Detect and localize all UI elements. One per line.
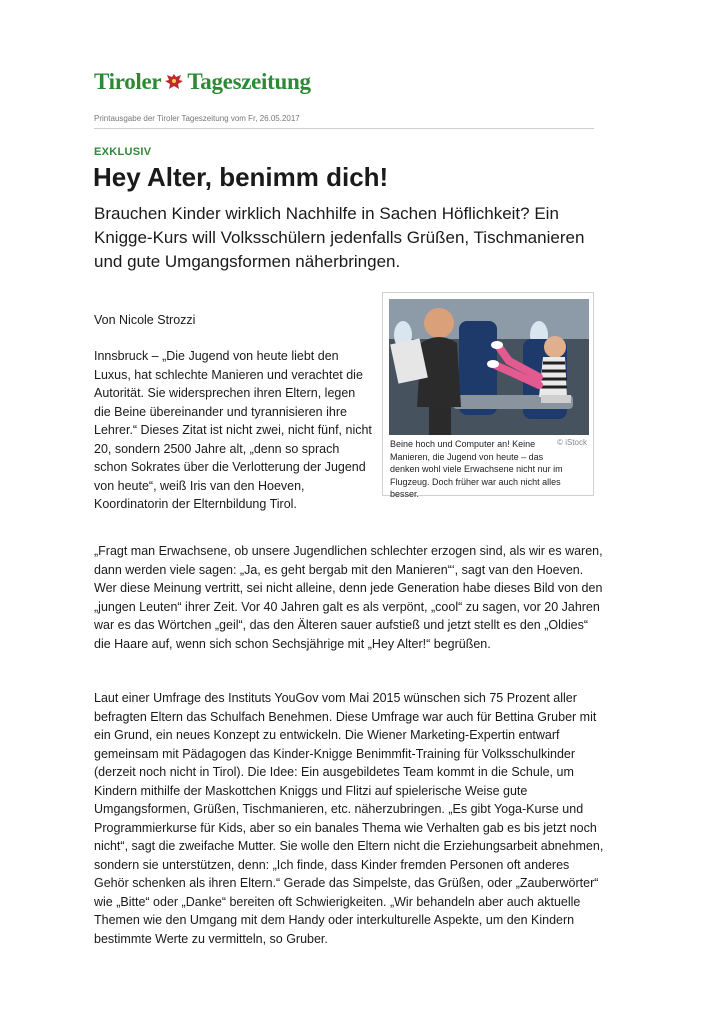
- airplane-cabin-photo: [389, 299, 589, 435]
- article-figure: [382, 292, 594, 499]
- article-photo[interactable]: [389, 299, 589, 435]
- photo-credit: © iStock: [557, 438, 587, 447]
- newspaper-logo[interactable]: [94, 69, 311, 95]
- photo-caption: Beine hoch und Computer an! Keine Manieren, die Jugend von heute – das denken wohl viele Erwachsene nicht nur im Flugzeug. Doch früher war auch nicht alles besser.: [390, 439, 563, 499]
- print-edition-note: Printausgabe der Tiroler Tageszeitung vom Fr, 26.05.2017: [94, 114, 300, 123]
- article-lead: Brauchen Kinder wirklich Nachhilfe in Sachen Höflichkeit? Ein Knigge-Kurs will Volksschülern jedenfalls Grüßen, Tischmanieren und gute Umgangsformen näherbringen.: [94, 204, 585, 271]
- article-headline: Hey Alter, benimm dich!: [93, 162, 389, 192]
- logo-text-tiroler: Tiroler: [94, 69, 162, 94]
- article-paragraph-1: Innsbruck – „Die Jugend von heute liebt den Luxus, hat schlechte Manieren und verachtet die Autorität. Sie widersprechen ihren Eltern, legen die Beine übereinander und tyrannisieren ihre Lehrer.“ Dieses Zitat ist nicht zwei, nicht fünf, nicht 20, sondern 2500 Jahre alt, „denn so sprach schon Sokrates über die Verlotterung der Jugend von heute“, weiß Iris van den Hoeven, Koordinatorin der Elternbildung Tirol.: [94, 349, 372, 511]
- eagle-icon: [163, 71, 185, 93]
- logo-text-tageszeitung: Tageszeitung: [187, 69, 311, 94]
- article-author: Von Nicole Strozzi: [94, 313, 196, 327]
- header-divider: [94, 128, 594, 129]
- article-kicker: EXKLUSIV: [94, 146, 152, 158]
- article-paragraph-2: „Fragt man Erwachsene, ob unsere Jugendlichen schlechter erzogen sind, als wir es waren, dann werden viele sagen: „Ja, es geht bergab mit den Manieren“‘, sagt van den Hoeven. Wer diese Meinung vertritt, sei nicht alleine, denn jede Generation habe dieses Bild von den „jungen Leuten“ ihrer Zeit. Vor 40 Jahren galt es als verpönt, „cool“ zu sagen, vor 20 Jahren war es das Wörtchen „geil“, das den Älteren sauer aufstieß und jetzt stellt es den „Oldies“ die Haare auf, wenn sich schon Sechsjährige mit „Hey Alter!“ begrüßen.: [94, 544, 603, 651]
- article-paragraph-3: Laut einer Umfrage des Instituts YouGov vom Mai 2015 wünschen sich 75 Prozent aller befragten Eltern das Schulfach Benehmen. Diese Umfrage war auch für Bettina Gruber mit ein Grund, ein neues Konzept zu entwickeln. Die Wiener Marketing-Expertin entwarf gemeinsam mit Pädagogen das Kinder-Knigge Benimmfit-Training für Volksschulkinder (derzeit noch nicht in Tirol). Die Idee: Ein ausgebildetes Team kommt in die Schule, um Kindern mithilfe der Maskottchen Kniggs und Flitzi auf spielerische Weise gute Umgangsformen, Grüßen, Tischmanieren, etc. näherzubringen. „Es gibt Yoga-Kurse und Programmierkurse für Kids, aber so ein banales Thema wie Verhalten gab es bis jetzt noch nicht“, sagt die zweifache Mutter. Sie wolle den Eltern nicht die Erziehungsarbeit abnehmen, sondern sie unterstützen, denn: „Ich finde, dass Kinder fremden Personen oft anderes Gehör schenken als ihren Eltern.“ Gerade das Simpelste, das Grüßen, oder „Zauberwörter“ wie „Bitte“ oder „Danke“ bereiten oft Schwierigkeiten. „Wir behandeln aber auch aktuelle Themen wie den Umgang mit dem Handy oder interkulturelle Aspekte, um den Kindern bestimmte Werte zu vermitteln, so Gruber.: [94, 691, 604, 946]
